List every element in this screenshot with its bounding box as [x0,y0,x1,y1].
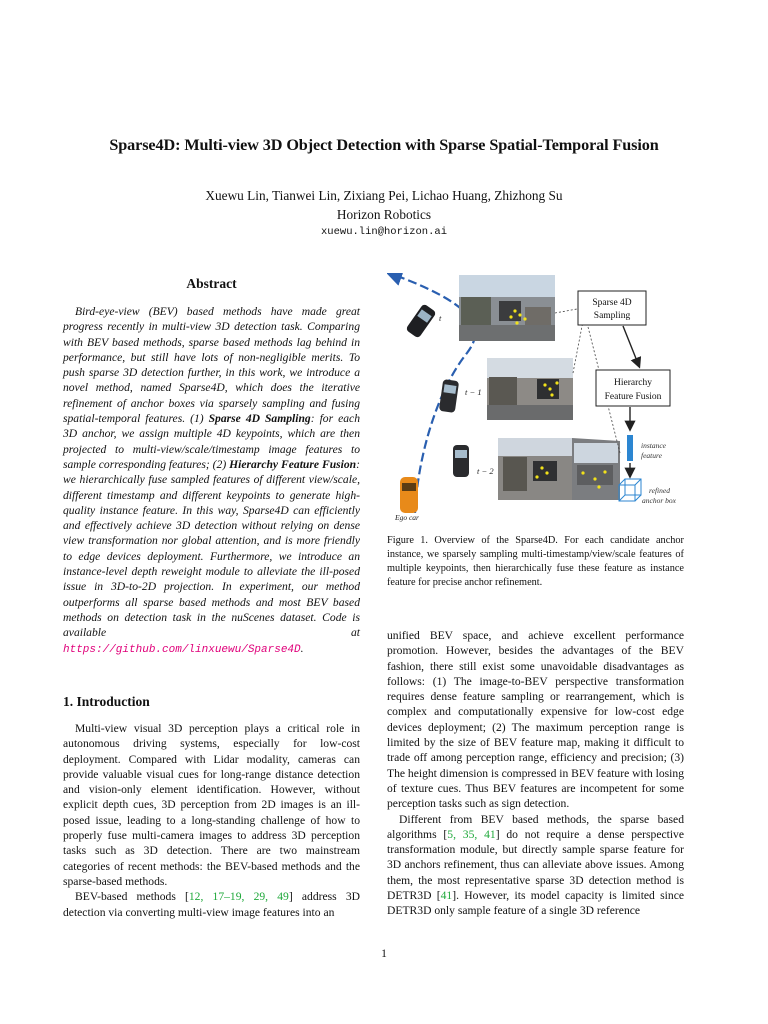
camera-image-t-minus-1 [487,358,573,420]
introduction-body [63,721,360,920]
paper-title: Sparse4D: Multi-view 3D Object Detection with Sparse Spatial-Temporal Fusion [109,136,659,154]
abstract-text-2: : for each 3D anchor, we assign multiple 4D keypoints, which are then projected to multi-view/scale/timestamp image features to sample corresponding features; (2) [63,412,360,471]
figure-1-diagram [387,273,684,525]
car-t-minus-2 [453,445,469,477]
sampling-box-line1: Sparse 4D [592,298,632,308]
label-t: t [439,313,442,323]
right-paragraph-1: unified BEV space, and achieve excellent performance promotion. However, besides the advantages of the BEV fashion, there still exist some unavoidable disadvantages as follows: (1) The image-to-BEV perspective transformation requires dense feature sampling or rearrangement, which is complex and computationally expensive for low-cost edge devices deployment; (2) The maximum perception range is limited by the size of BEV feature map, making it difficult to trade off among perception range, efficiency and precision; (3) The height dimension is compressed in BEV feature with losing of texture cues. Thus BEV features are incompetent for some perception tasks such as sign detection. [387,629,684,811]
citation-link[interactable]: 41 [440,889,453,903]
section-heading-introduction: 1. Introduction [63,694,150,709]
right-p2-start: Different from BEV based methods, the sparse based algorithms [ [387,812,684,841]
author-email[interactable]: xuewu.lin@horizon.ai [320,226,448,238]
page-number: 1 [381,947,387,960]
instance-label-2: feature [641,451,662,460]
right-paragraph-2 [387,812,684,919]
camera-image-t [459,275,555,341]
refined-label-1: refined [649,486,670,495]
instance-label-1: instance [641,441,666,450]
refined-anchor-box-cube [619,479,641,501]
code-link[interactable]: https://github.com/linxuewu/Sparse4D [63,643,301,656]
refined-label-2: anchor box [642,496,676,505]
author-list: Xuewu Lin, Tianwei Lin, Zixiang Pei, Lichao Huang, Zhizhong Su [205,188,563,203]
abstract-bold-fusion: Hierarchy Feature Fusion [229,457,357,471]
ego-car [400,477,418,513]
abstract-bold-sampling: Sparse 4D Sampling [208,412,311,426]
label-t-minus-1: t − 1 [465,387,482,397]
citation-link[interactable]: 12, 17–19, 29, 49 [188,890,289,904]
label-t-minus-2: t − 2 [477,466,494,476]
car-t [405,303,436,338]
right-p2-mid: ] do not require a dense perspective transformation module, but directly sample sparse feature for 3D anchors refinement, thus can alleviate above issues. Among them, the most representative sparse 3D detection method is DETR3D [ [387,827,684,903]
car-t-minus-1 [439,379,459,413]
sampling-box-line2: Sampling [593,311,631,321]
right-p2-end: ]. However, its model capacity is limited since DETR3D only sample feature of a single 3D reference [387,889,684,918]
label-ego-car: Ego car [395,513,419,522]
author-block [0,186,768,224]
abstract-heading: Abstract [186,276,237,291]
intro-paragraph-2 [63,889,360,920]
fusion-box-line1: Hierarchy [614,378,652,388]
abstract-text-3: : we hierarchically fuse sampled features of different view/scale, different timestamp and different keypoints to generate high-quality instance feature. In this way, Sparse4D can efficiently and effectively achieve 3D detection without relying on dense view transformation nor global attention, and is more friendly to edge devices deployment. Furthermore, we introduce an instance-level depth reweight module to alleviate the ill-posed issue in 3D-to-2D projection. In experiment, our method outperforms all sparse based methods and most BEV based methods on detection task in the nuScenes dataset. Code is available at [63,457,360,640]
right-column-body [387,628,684,919]
intro-p2-start: BEV-based methods [ [75,890,189,904]
intro-p2-end: ] address 3D detection via converting multi-view image features into an [63,890,361,919]
figure-1-caption: Figure 1. Overview of the Sparse4D. For each candidate anchor instance, we sparsely sampling multi-timestamp/view/scale features of multiple keypoints, then hierarchically fuse these feature as instance feature for precise anchor refinement. [387,535,684,588]
camera-image-t-minus-2 [498,438,620,500]
instance-feature-bar [627,435,633,461]
citation-link[interactable]: 5, 35, 41 [447,827,496,841]
figure-1 [387,273,684,525]
abstract-body [63,304,360,658]
abstract-end: . [300,641,304,655]
intro-paragraph-1: Multi-view visual 3D perception plays a critical role in autonomous driving systems, especially for low-cost deployment. Compared with Lidar modality, cameras can provide valuable visual cues for long-range distance detection and vision-only element identification. However, without explicit depth cues, 3D perception from 2D images is an ill-posed issue, leading to a long-standing challenge of how to properly fuse multi-camera images to address 3D perception tasks such as 3D detection. There are two mainstream categories of recent methods: the BEV-based methods and the sparse-based methods. [63,722,360,888]
fusion-box-line2: Feature Fusion [604,392,662,402]
affiliation: Horizon Robotics [336,207,432,222]
abstract-text-1: Bird-eye-view (BEV) based methods have made great progress recently in multi-view 3D detection task. Comparing with BEV based methods, sparse based methods lag behind in performance, but still have lots of non-negligible merits. To push sparse 3D detection further, in this work, we introduce a novel method, named Sparse4D, which does the iterative refinement of anchor boxes via sparsely sampling and fusing spatial-temporal features. (1) [63,305,360,426]
